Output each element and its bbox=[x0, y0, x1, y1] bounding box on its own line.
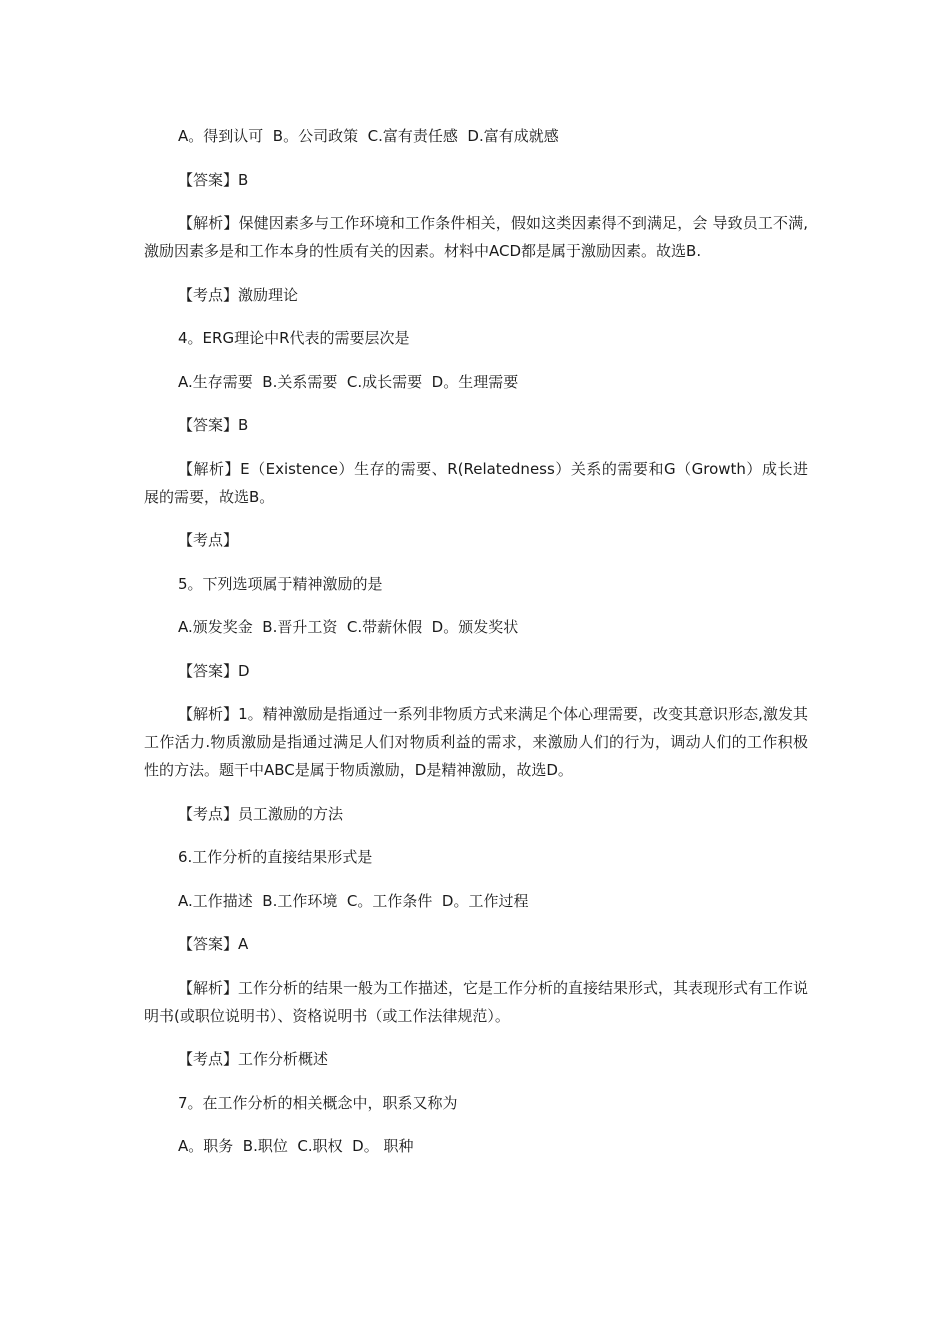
question-5: 5。下列选项属于精神激励的是 bbox=[178, 574, 383, 593]
topic-q3: 【考点】激励理论 bbox=[178, 285, 299, 304]
analysis-q5: 【解析】1。精神激励是指通过一系列非物质方式来满足个体心理需要，改变其意识形态,激发其工作活力.物质激励是指通过满足人们对物质利益的需求，来激励人们的行为，调动人们的工作积极性的方法。题干中ABC是属于物质激励，D是精神激励，故选D。 bbox=[144, 705, 808, 779]
topic-q6: 【考点】工作分析概述 bbox=[178, 1050, 329, 1068]
answer-q4: 【答案】B bbox=[178, 416, 249, 434]
analysis-q6: 【解析】工作分析的结果一般为工作描述，它是工作分析的直接结果形式，其表现形式有工作说明书(或职位说明书）、资格说明书（或工作法律规范）。 bbox=[144, 978, 809, 1025]
options-q7: A。职务 B.职位 C.职权 D。 职种 bbox=[178, 1137, 414, 1155]
topic-q5: 【考点】员工激励的方法 bbox=[178, 804, 344, 823]
topic-q4: 【考点】 bbox=[178, 531, 239, 549]
answer-q3: 【答案】B bbox=[178, 170, 249, 189]
options-q4: A.生存需要 B.关系需要 C.成长需要 D。生理需要 bbox=[178, 372, 519, 391]
analysis-q3: 【解析】保健因素多与工作环境和工作条件相关，假如这类因素得不到满足，会 导致员工不满,激励因素多是和工作本身的性质有关的因素。材料中ACD都是属于激励因素。故选B. bbox=[144, 214, 808, 260]
answer-q6: 【答案】A bbox=[178, 935, 249, 953]
options-q5: A.颁发奖金 B.晋升工资 C.带薪休假 D。颁发奖状 bbox=[178, 618, 519, 636]
answer-q5: 【答案】D bbox=[178, 661, 250, 680]
options-q3: A。得到认可 B。公司政策 C.富有责任感 D.富有成就感 bbox=[178, 127, 559, 145]
document-body bbox=[144, 122, 808, 1176]
analysis-q4: 【解析】E（Existence）生存的需要、R(Relatedness）关系的需要和G（Growth）成长进展的需要，故选B。 bbox=[144, 459, 808, 506]
options-q6: A.工作描述 B.工作环境 C。工作条件 D。工作过程 bbox=[178, 891, 529, 910]
question-7: 7。在工作分析的相关概念中，职系又称为 bbox=[178, 1093, 458, 1112]
question-6: 6.工作分析的直接结果形式是 bbox=[178, 848, 373, 866]
question-4: 4。ERG理论中R代表的需要层次是 bbox=[178, 329, 410, 347]
